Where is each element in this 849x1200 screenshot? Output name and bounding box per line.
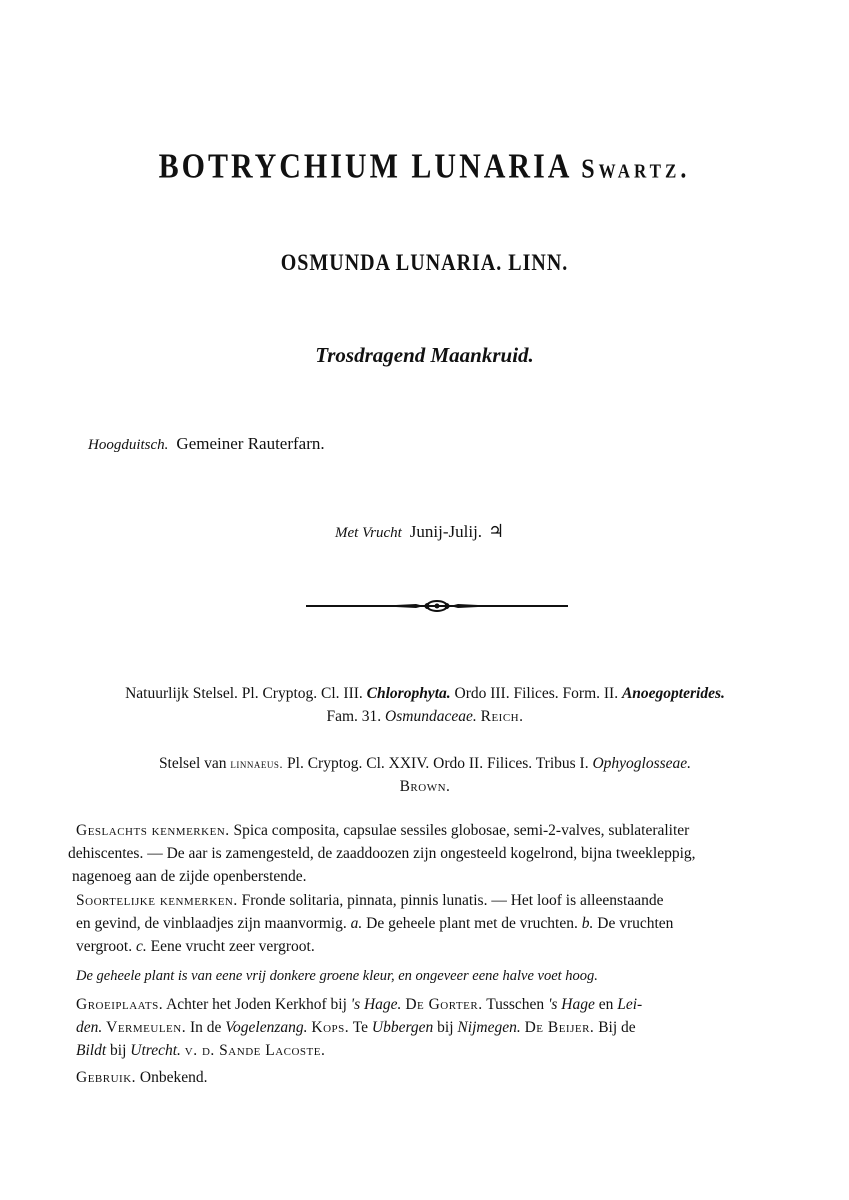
title-author: Swartz. (581, 154, 691, 185)
groeiplaats-text-19: Bildt (76, 1042, 107, 1059)
groeiplaats-text-9: Vermeulen. (106, 1019, 187, 1036)
groeiplaats-text-10: In de (189, 1019, 222, 1036)
vrucht-line (335, 521, 504, 542)
groeiplaats-text-14: Ubbergen (371, 1019, 434, 1036)
title-genus-species: BOTRYCHIUM LUNARIA (158, 147, 571, 186)
soortelijke-text-8: c. (135, 938, 147, 955)
groeiplaats-text-8: den. (76, 1019, 103, 1036)
natuurlijk-text-5: Fam. 31. (326, 708, 382, 725)
natuurlijk-text-1: Natuurlijk Stelsel. Pl. Cryptog. Cl. III. (125, 685, 363, 702)
geslachts-text-3: nagenoeg aan de zijde openberstende. (72, 868, 307, 885)
groeiplaats-text-1: Achter het Joden Kerkhof bij (166, 996, 347, 1013)
soortelijke-text-3: a. (350, 915, 363, 932)
linnaeus-text-1: Stelsel van (158, 755, 227, 772)
groeiplaats-text-17: De Beijer. (524, 1019, 595, 1036)
natuurlijk-text-6: Osmundaceae. (385, 708, 477, 725)
natuurlijk-text-2: Chlorophyta. (366, 685, 451, 702)
hoogduitsch-value: Gemeiner Rauterfarn. (176, 434, 325, 453)
soortelijke-text-7: vergroot. (76, 938, 133, 955)
linnaeus-text-4: Ophyoglosseae. (592, 755, 692, 772)
groeiplaats-text-5: 's Hage (548, 996, 595, 1013)
groeiplaats-text-12: Kops. (311, 1019, 350, 1036)
page-title (0, 147, 849, 186)
geslachts-kenmerken (68, 819, 792, 888)
groeiplaats (76, 993, 792, 1062)
groeiplaats-text-16: Nijmegen. (457, 1019, 521, 1036)
groeiplaats-text-22: v. d. Sande Lacoste. (184, 1042, 326, 1059)
vrucht-label: Met Vrucht (335, 525, 402, 541)
natuurlijk-stelsel (60, 682, 790, 728)
groeiplaats-text-15: bij (437, 1019, 454, 1036)
jupiter-symbol: ♃ (488, 521, 505, 541)
kleur-note: De geheele plant is van eene vrij donkere groene kleur, en ongeveer eene halve voet hoog. (76, 968, 598, 984)
groeiplaats-text-18: Bij de (598, 1019, 636, 1036)
geslachts-label: Geslachts kenmerken. (76, 822, 230, 839)
soortelijke-kenmerken (76, 889, 792, 958)
groeiplaats-label: Groeiplaats. (76, 996, 164, 1013)
natuurlijk-text-7: Reich. (480, 708, 524, 725)
stelsel-linnaeus (60, 752, 790, 798)
groeiplaats-text-7: Lei- (617, 996, 643, 1013)
soortelijke-text-6: De vruchten (597, 915, 674, 932)
groeiplaats-text-4: Tusschen (486, 996, 545, 1013)
geslachts-text-2: dehiscentes. — De aar is zamengesteld, de zaaddoozen zijn ongesteeld kogelrond, bijna tweekleppig, (68, 845, 696, 862)
groeiplaats-text-3: De Gorter. (405, 996, 483, 1013)
gebruik (76, 1066, 792, 1089)
vrucht-value: Junij-Julij. (409, 522, 483, 541)
groeiplaats-text-2: 's Hage. (350, 996, 402, 1013)
linnaeus-text-2: linnaeus. (230, 756, 284, 771)
title-common-name: Trosdragend Maankruid. (315, 343, 534, 367)
linnaeus-text-3: Pl. Cryptog. Cl. XXIV. Ordo II. Filices. Tribus I. (287, 755, 589, 772)
geslachts-text-1: Spica composita, capsulae sessiles globosae, semi-2-valves, sublateraliter (233, 822, 690, 839)
groeiplaats-text-6: en (598, 996, 614, 1013)
soortelijke-text-2: en gevind, de vinblaadjes zijn maanvormig. (76, 915, 347, 932)
soortelijke-text-1: Fronde solitaria, pinnata, pinnis lunatis. — Het loof is alleenstaande (241, 892, 664, 909)
hoogduitsch-label: Hoogduitsch. (88, 437, 169, 453)
title-synonym: OSMUNDA LUNARIA. LINN. (280, 250, 569, 276)
groeiplaats-text-13: Te (352, 1019, 368, 1036)
gebruik-label: Gebruik. (76, 1069, 137, 1086)
groeiplaats-text-20: bij (110, 1042, 127, 1059)
groeiplaats-text-21: Utrecht. (130, 1042, 181, 1059)
hoogduitsch-line (88, 434, 325, 454)
soortelijke-text-5: b. (581, 915, 594, 932)
linnaeus-text-5: Brown. (399, 778, 451, 795)
soortelijke-label: Soortelijke kenmerken. (76, 892, 238, 909)
ornament-divider-icon (306, 596, 568, 616)
natuurlijk-text-4: Anoegopterides. (621, 685, 725, 702)
soortelijke-text-9: Eene vrucht zeer vergroot. (150, 938, 315, 955)
groeiplaats-text-11: Vogelenzang. (225, 1019, 308, 1036)
soortelijke-text-4: De geheele plant met de vruchten. (366, 915, 578, 932)
natuurlijk-text-3: Ordo III. Filices. Form. II. (454, 685, 619, 702)
gebruik-value: Onbekend. (139, 1069, 208, 1086)
